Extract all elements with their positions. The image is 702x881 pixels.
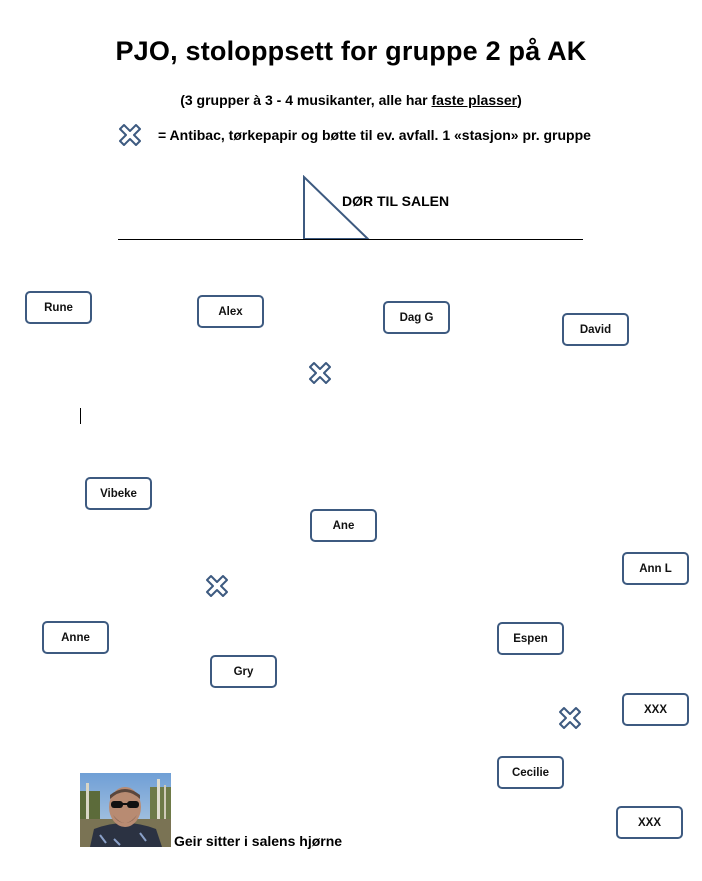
seat-alex: Alex [197,295,264,328]
station-x-icon [557,705,583,731]
page-title: PJO, stoloppsett for gruppe 2 på AK [115,36,587,66]
station-x-icon [117,122,143,148]
seat-xxx-1: XXX [622,693,689,726]
seat-cecilie: Cecilie [497,756,564,789]
subtitle-underlined: faste plasser [431,92,518,108]
seat-david: David [562,313,629,346]
text-cursor [80,408,81,424]
seat-anne: Anne [42,621,109,654]
door-label: DØR TIL SALEN [342,193,450,209]
legend-text: = Antibac, tørkepapir og bøtte til ev. avfall. 1 «stasjon» pr. gruppe [158,127,591,143]
seat-gry: Gry [210,655,277,688]
photo-caption: Geir sitter i salens hjørne [174,833,343,849]
page-subtitle [0,92,702,108]
seat-vibeke: Vibeke [85,477,152,510]
seat-espen: Espen [497,622,564,655]
seat-ann-l: Ann L [622,552,689,585]
station-x-icon [204,573,230,599]
seat-ane: Ane [310,509,377,542]
seat-xxx-2: XXX [616,806,683,839]
subtitle-prefix: (3 grupper à 3 - 4 musikanter, alle har [180,92,432,108]
wall-line [118,239,583,240]
seat-dag-g: Dag G [383,301,450,334]
subtitle-suffix: ) [517,92,522,108]
person-photo [80,773,171,847]
person-photo-image [80,773,171,847]
seat-rune: Rune [25,291,92,324]
station-x-icon [307,360,333,386]
